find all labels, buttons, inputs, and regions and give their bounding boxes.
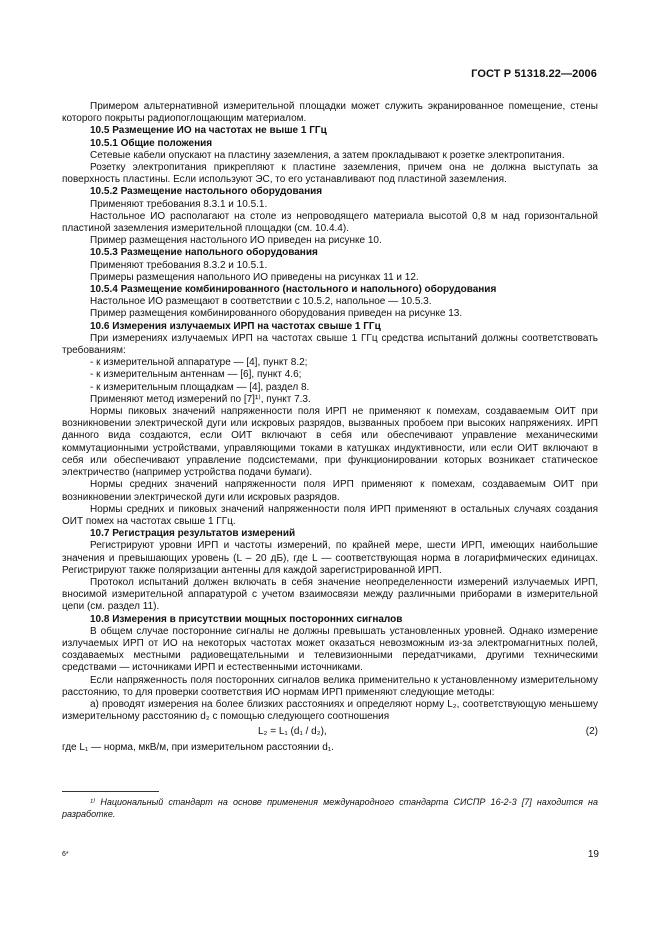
section-heading: 10.8 Измерения в присутствии мощных посторонних сигналов [90,613,403,625]
section-heading: 10.5 Размещение ИО на частотах не выше 1 ГГц [90,125,327,137]
section-heading: 10.5.3 Размещение напольного оборудования [90,247,318,259]
paragraph: Сетевые кабели опускают на пластину заземления, а затем прокладывают к розетке электропитания. [90,149,565,161]
page-number: 19 [587,849,599,860]
paragraph: Протокол испытаний должен включать в себя значение неопределенности измерений излучаемых ИРП, вносимой измерительной аппаратурой с учетом взаимосвязи между различными приборами в измерительной цепи (см. раздел 11). [62,576,598,613]
paragraph: Пример размещения комбинированного оборудования приведен на рисунке 13. [90,308,463,320]
formula-2 [62,726,598,738]
formula-expression: L₂ = L₁ (d₁ / d₂), [258,726,327,738]
list-item: - к измерительным площадкам — [4], раздел 8. [90,381,310,393]
list-item: - к измерительной аппаратуре — [4], пункт 8.2; [90,357,308,369]
paragraph: Применяют метод измерений по [7]¹⁾, пункт 7.3. [90,393,311,405]
section-heading: 10.5.4 Размещение комбинированного (настольного и напольного) оборудования [90,284,497,296]
paragraph: Нормы средних значений напряженности поля ИРП применяют к помехам, создаваемым ОИТ при возникновении электрической дуги или искровых разрядов. [62,479,598,503]
footnote-divider [62,791,159,792]
paragraph: а) проводят измерения на более близких расстояниях и определяют норму L₂, соответствующую меньшему измерительному расстоянию d₂ с помощью следующего соотношения [62,698,598,723]
formula-number: (2) [585,726,598,738]
section-heading: 10.6 Измерения излучаемых ИРП на частотах свыше 1 ГГц [90,320,381,332]
section-heading: 10.5.2 Размещение настольного оборудования [90,186,323,198]
paragraph: Примеры размещения напольного ИО приведены на рисунках 11 и 12. [90,271,419,283]
paragraph: Применяют требования 8.3.1 и 10.5.1. [90,198,268,210]
signature-mark: 6* [62,851,69,858]
paragraph: Пример размещения настольного ИО приведен на рисунке 10. [90,235,382,247]
paragraph: Применяют требования 8.3.2 и 10.5.1. [90,259,268,271]
document-header: ГОСТ Р 51318.22—2006 [471,68,597,80]
formula-explanation: где L₁ — норма, мкВ/м, при измерительном расстоянии d₁. [62,741,334,753]
body-text [62,101,598,754]
paragraph: При измерениях излучаемых ИРП на частотах свыше 1 ГГц средства испытаний должны соответствовать требованиям: [62,332,598,357]
paragraph: Регистрируют уровни ИРП и частоты измерений, по крайней мере, шести ИРП, имеющих наибольшие значения и превышающих уровень (L – 20 дБ), где L — соответствующая норма в логарифмических единицах. Регистрируют также поляризации антенны для каждой зарегистрированной ИРП. [62,540,598,576]
footnote: ¹⁾ Национальный стандарт на основе применения международного стандарта СИСПР 16-2-3 [7] находится на разработке. [62,797,598,819]
paragraph: Примером альтернативной измерительной площадки может служить экранированное помещение, стены которого покрыты радиопоглощающим материалом. [62,101,598,125]
paragraph: Нормы пиковых значений напряженности поля ИРП не применяют к помехам, создаваемым ОИТ при возникновении электрической дуги или искровых разрядов, вызванных пробоем при высоких напряжениях. ИРП данного вида создаются, если ОИТ включают в себя или обеспечивают управление механическими коммутационными устройствами, управляющими токами в катушках индуктивности, или если ОИТ включают в себя или обеспечивают управление подсистемами, при функционировании которых возникает статическое электричество (например устройства подачи бумаги). [62,406,598,479]
paragraph: В общем случае посторонние сигналы не должны превышать установленных уровней. Однако измерение излучаемых ИРП от ИО на некоторых частотах может оказаться невозможным из-за электромагнитных полей, создаваемых местными радиовещательными и телевизионными передатчиками, другими техническими средствами — источниками ИРП и естественными источниками. [62,625,598,674]
paragraph: Настольное ИО располагают на столе из непроводящего материала высотой 0,8 м над горизонтальной пластиной заземления измерительной площадки (см. 10.4.4). [62,210,598,235]
paragraph: Нормы средних и пиковых значений напряженности поля ИРП применяют в остальных случаях создания ОИТ помех на частотах свыше 1 ГГц. [62,503,598,527]
section-heading: 10.7 Регистрация результатов измерений [90,528,296,540]
section-heading: 10.5.1 Общие положения [90,137,213,149]
list-item: - к измерительным антеннам — [6], пункт 4.6; [90,369,302,381]
paragraph: Настольное ИО размещают в соответствии с 10.5.2, напольное — 10.5.3. [90,296,432,308]
paragraph: Если напряженность поля посторонних сигналов велика применительно к установленному измерительному расстоянию, то для проверки соответствия ИО нормам ИРП применяют следующие методы: [62,674,598,698]
paragraph: Розетку электропитания прикрепляют к пластине заземления, причем она не должна выступать за поверхность пластины. Если используют ЭС, то его устанавливают под пластиной заземления. [62,162,598,186]
